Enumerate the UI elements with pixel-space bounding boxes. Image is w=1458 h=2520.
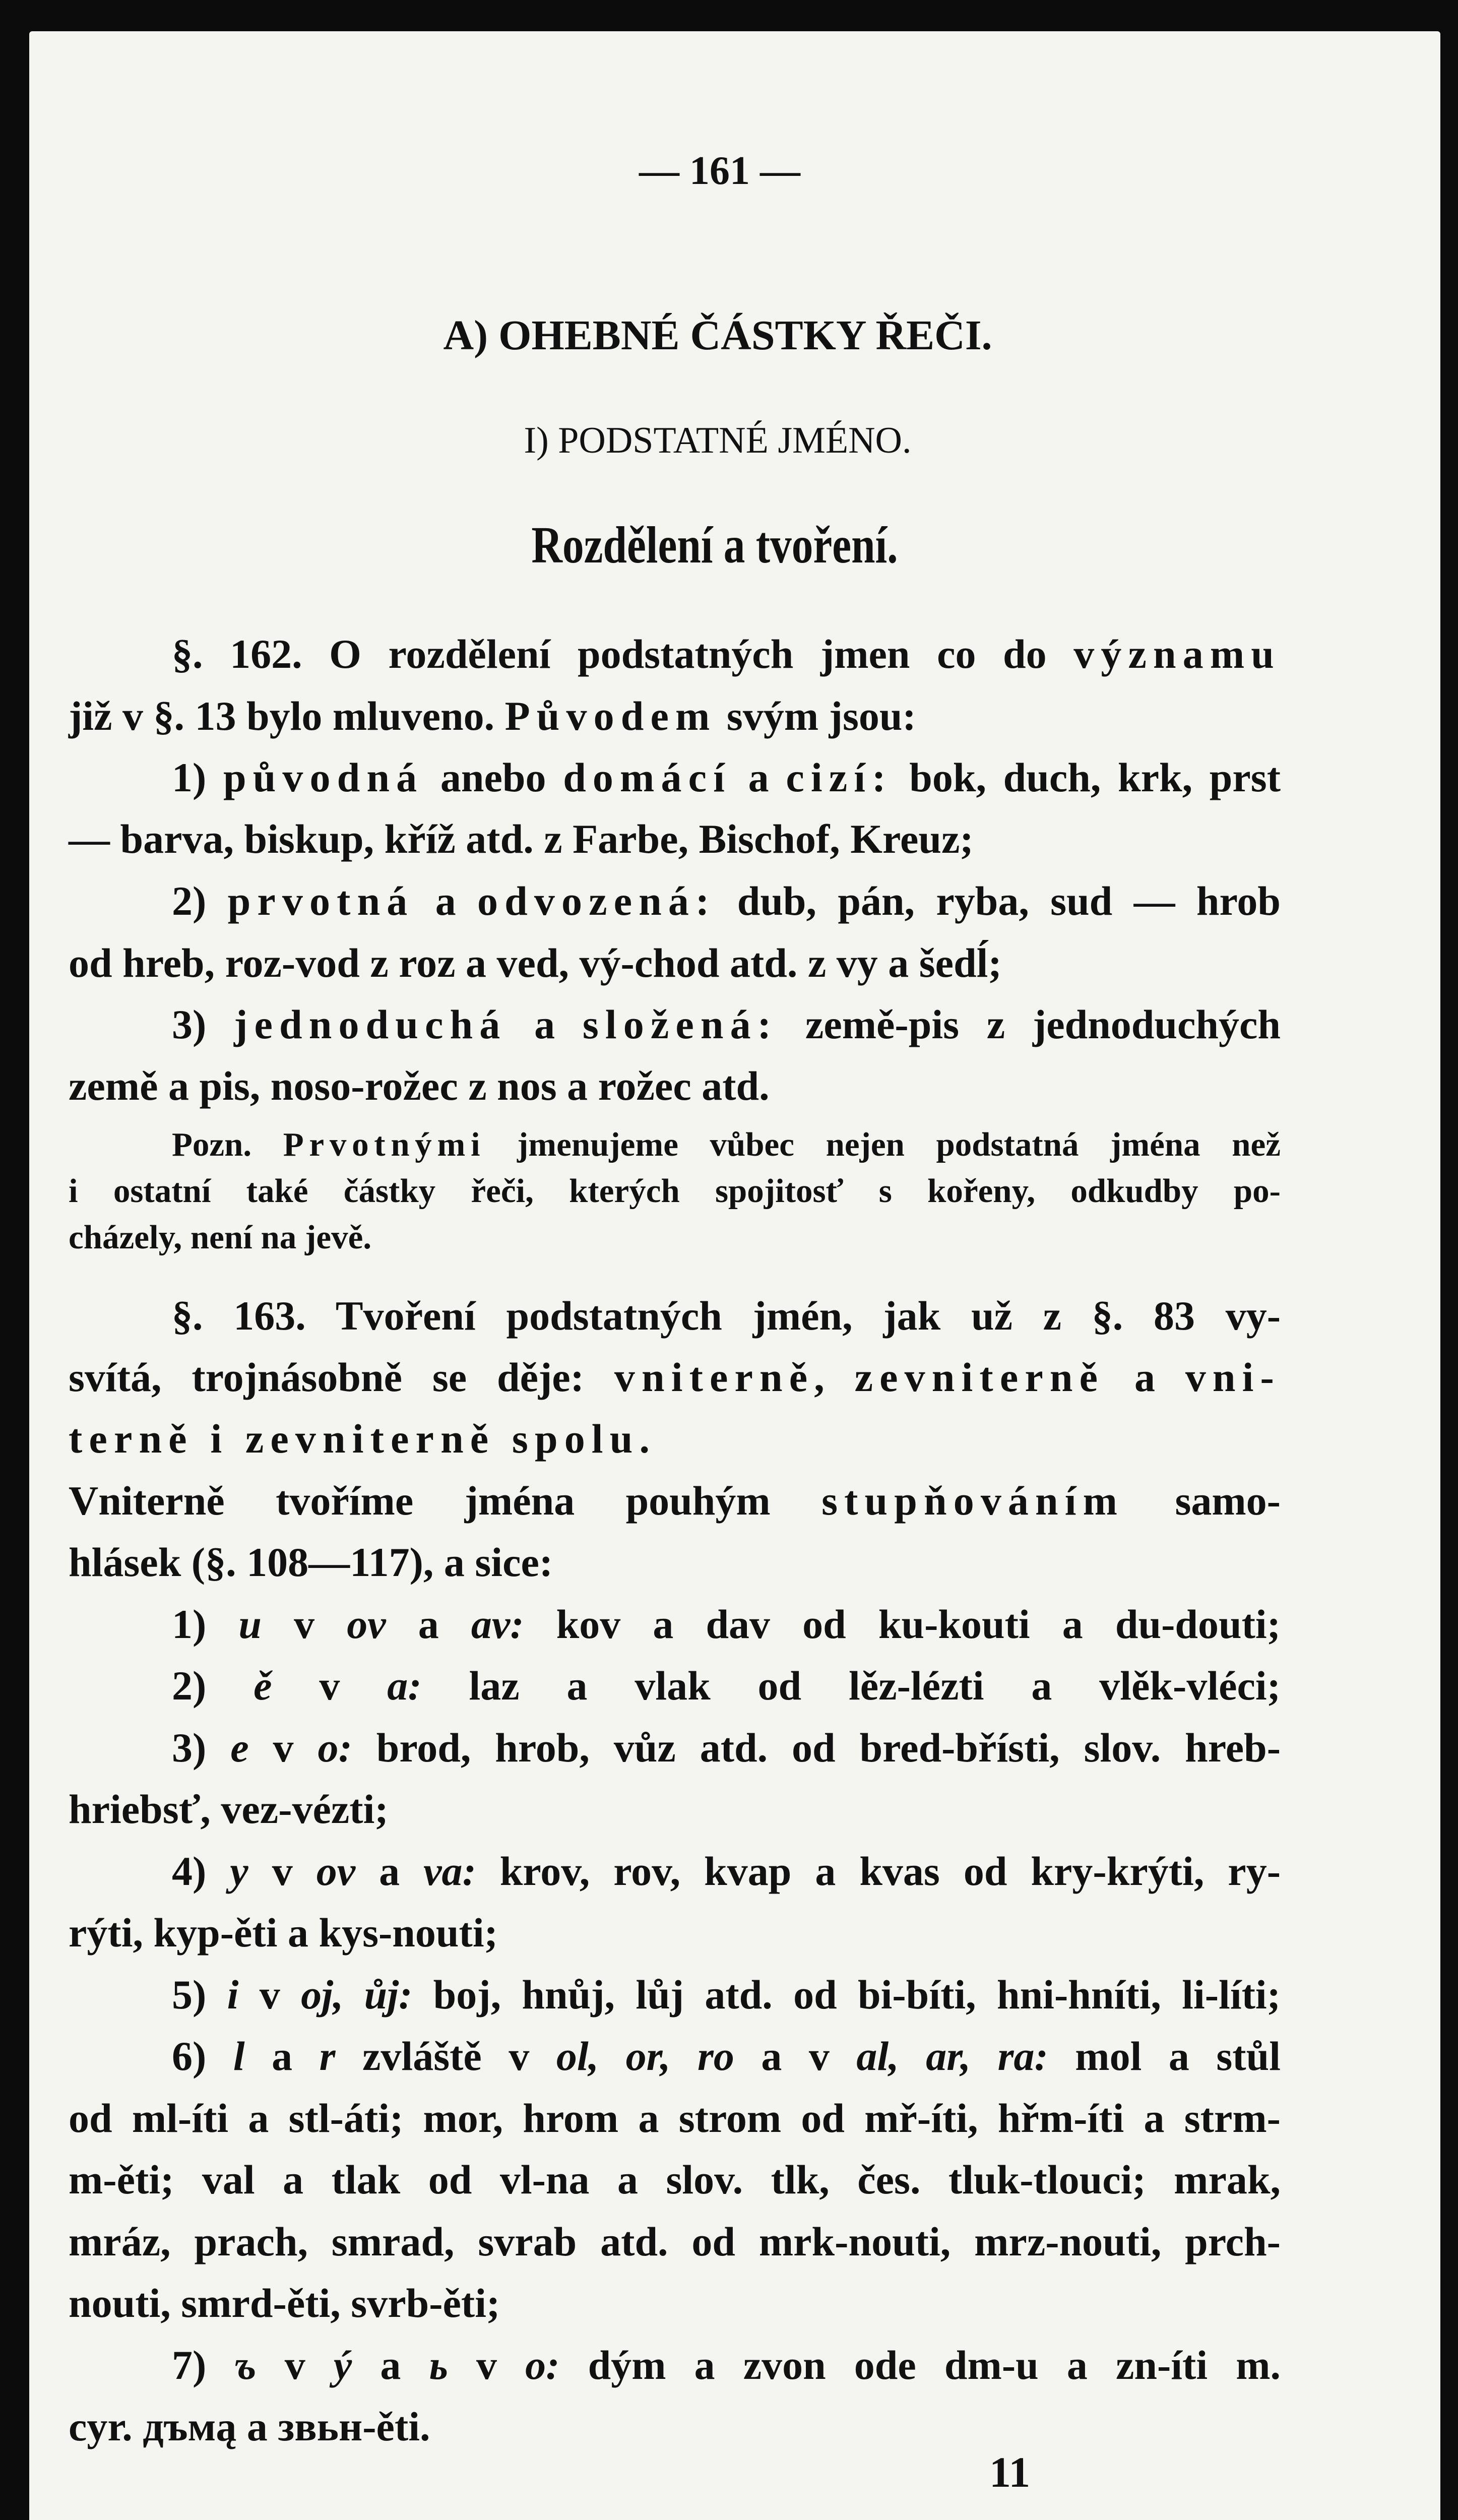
text-line: Vniterně tvoříme jména pouhým stupňováním samo- <box>69 1478 1281 1524</box>
list-item: 7) ъ v ý a ь v o: dým a zvon ode dm-u a zn-íti m. <box>172 2342 1281 2388</box>
list-item-cont: m-ěti; val a tlak od vl-na a slov. tlk, čes. tluk-tlouci; mrak, <box>69 2157 1281 2202</box>
list-item-cont: hriebsť, vez-vézti; <box>69 1786 389 1832</box>
note-line: i ostatní také částky řeči, kterých spojitosť s kořeny, odkudby po- <box>69 1172 1281 1210</box>
text-line: země a pis, noso-rožec z nos a rožec atd. <box>69 1063 770 1109</box>
list-item-cont: od ml-íti a stl-áti; mor, hrom a strom od mř-íti, hřm-íti a strm- <box>69 2095 1281 2141</box>
list-item: 4) y v ov a va: krov, rov, kvap a kvas od kry-krýti, ry- <box>172 1848 1281 1894</box>
text-line: od hreb, roz-vod z roz a ved, vý-chod atd. z vy a šedĺ; <box>69 940 1002 986</box>
text-line: 2) prvotná a odvozená: dub, pán, ryba, sud — hrob <box>172 878 1281 924</box>
book-page <box>29 31 1440 2520</box>
text-line: již v §. 13 bylo mluveno. Původem svým jsou: <box>69 693 916 739</box>
list-item-cont: mráz, prach, smrad, svrab atd. od mrk-nouti, mrz-nouti, prch- <box>69 2219 1281 2264</box>
list-item-cont: cyr. дъмą a звьн-ěti. <box>69 2404 430 2449</box>
text-line: §. 162. O rozdělení podstatných jmen co do významu <box>172 631 1281 677</box>
subsection-heading: I) PODSTATNÉ JMÉNO. <box>524 420 912 461</box>
list-item: 5) i v oj, ůj: boj, hnůj, lůj atd. od bi-bíti, hni-hníti, li-líti; <box>172 1972 1281 2018</box>
list-item-cont: rýti, kyp-ěti a kys-nouti; <box>69 1910 498 1956</box>
note-line: cházely, není na jevě. <box>69 1219 372 1256</box>
note-line: Pozn. Prvotnými jmenujeme vůbec nejen podstatná jména než <box>172 1126 1281 1163</box>
section-heading: A) OHEBNÉ ČÁSTKY ŘEČI. <box>443 312 992 359</box>
text-line: — barva, biskup, kříž atd. z Farbe, Bischof, Kreuz; <box>69 816 974 862</box>
text-line: §. 163. Tvoření podstatných jmén, jak už z §. 83 vy- <box>172 1293 1281 1339</box>
text-line: 1) původná anebo domácí a cizí: bok, duch, krk, prst <box>172 754 1281 800</box>
page-number: — 161 — <box>639 149 800 193</box>
text-line: 3) jednoduchá a složená: země-pis z jednoduchých <box>172 1001 1281 1047</box>
text-line: hlásek (§. 108—117), a sice: <box>69 1539 553 1585</box>
chapter-title: Rozdělení a tvoření. <box>531 516 898 574</box>
text-line: svítá, trojnásobně se děje: vniterně, zevniterně a vni- <box>69 1354 1281 1400</box>
signature-mark: 11 <box>989 2448 1031 2496</box>
list-item: 6) l a r zvláště v ol, or, ro a v al, ar, ra: mol a stůl <box>172 2033 1281 2079</box>
list-item: 1) u v ov a av: kov a dav od ku-kouti a du-douti; <box>172 1601 1281 1647</box>
list-item-cont: nouti, smrd-ěti, svrb-ěti; <box>69 2280 500 2326</box>
text-line: terně i zevniterně spolu. <box>69 1416 657 1462</box>
list-item: 2) ě v a: laz a vlak od lěz-lézti a vlěk-vléci; <box>172 1663 1281 1709</box>
list-item: 3) e v o: brod, hrob, vůz atd. od bred-břísti, slov. hreb- <box>172 1725 1281 1771</box>
